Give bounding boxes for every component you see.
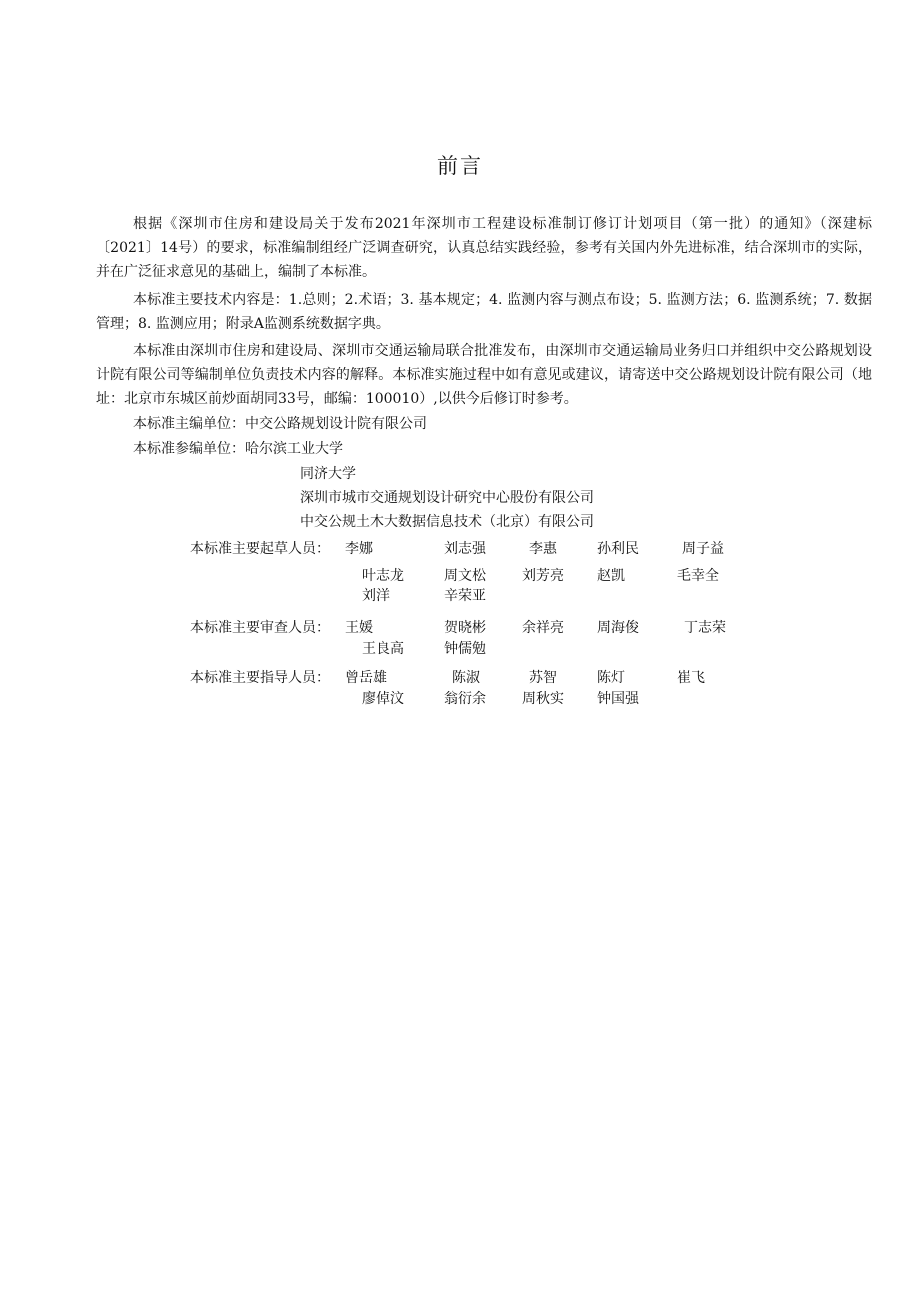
participating-unit: 同济大学 [300, 466, 356, 482]
drafter-name: 李娜 [345, 541, 373, 557]
page-title: 前言 [437, 154, 483, 178]
drafter-name: 毛幸全 [677, 568, 719, 584]
drafters-label: 本标准主要起草人员： [190, 541, 330, 557]
reviewers-label: 本标准主要审查人员： [190, 620, 330, 636]
drafter-name: 刘洋 [362, 588, 390, 604]
participating-unit: 深圳市城市交通规划设计研究中心股份有限公司 [300, 490, 594, 506]
guide-name: 周秋实 [522, 691, 564, 707]
guide-name: 陈淑 [452, 670, 480, 686]
drafter-name: 李惠 [529, 541, 557, 557]
drafter-name: 叶志龙 [362, 568, 404, 584]
drafter-name: 刘志强 [444, 541, 486, 557]
paragraph-basis: 根据《深圳市住房和建设局关于发布2021年深圳市工程建设标准制订修订计划项目（第一批）的通知》（深建标〔2021〕14号）的要求，标准编制组经广泛调查研究，认真总结实践经验，参考有关国内外先进标准，结合深圳市的实际，并在广泛征求意见的基础上，编制了本标准。 [96, 216, 872, 280]
paragraph-contents: 本标准主要技术内容是：1.总则；2.术语；3. 基本规定；4. 监测内容与测点布设；5. 监测方法；6. 监测系统；7. 数据管理；8. 监测应用；附录A监测系统数据字典。 [96, 292, 872, 332]
guide-name: 崔飞 [677, 670, 705, 686]
guide-name: 陈灯 [597, 670, 625, 686]
participating-unit-label: 本标准参编单位：哈尔滨工业大学 [133, 441, 343, 457]
guide-name: 曾岳雄 [345, 670, 387, 686]
drafter-name: 赵凯 [597, 568, 625, 584]
reviewer-name: 王良高 [362, 641, 404, 657]
participating-unit: 中交公规土木大数据信息技术（北京）有限公司 [300, 514, 594, 530]
drafter-name: 刘芳亮 [522, 568, 564, 584]
drafter-name: 周文松 [444, 568, 486, 584]
drafter-name: 周子益 [682, 541, 724, 557]
reviewer-name: 贺晓彬 [444, 620, 486, 636]
guide-name: 钟国强 [597, 691, 639, 707]
guide-name: 翁衍余 [444, 691, 486, 707]
reviewer-name: 周海俊 [597, 620, 639, 636]
reviewer-name: 钟儒勉 [444, 641, 486, 657]
chief-unit: 本标准主编单位：中交公路规划设计院有限公司 [133, 416, 427, 432]
drafter-name: 孙利民 [597, 541, 639, 557]
guides-label: 本标准主要指导人员： [190, 670, 330, 686]
reviewer-name: 余祥亮 [522, 620, 564, 636]
reviewer-name: 丁志荣 [684, 620, 726, 636]
guide-name: 苏智 [529, 670, 557, 686]
paragraph-approval: 本标准由深圳市住房和建设局、深圳市交通运输局联合批准发布，由深圳市交通运输局业务归口并组织中交公路规划设计院有限公司等编制单位负责技术内容的解释。本标准实施过程中如有意见或建议，请寄送中交公路规划设计院有限公司（地址：北京市东城区前炒面胡同33号，邮编：100010）,以供今后修订时参考。 [96, 343, 872, 407]
drafter-name: 辛荣亚 [444, 588, 486, 604]
reviewer-name: 王媛 [345, 620, 373, 636]
guide-name: 廖倬汶 [362, 691, 404, 707]
